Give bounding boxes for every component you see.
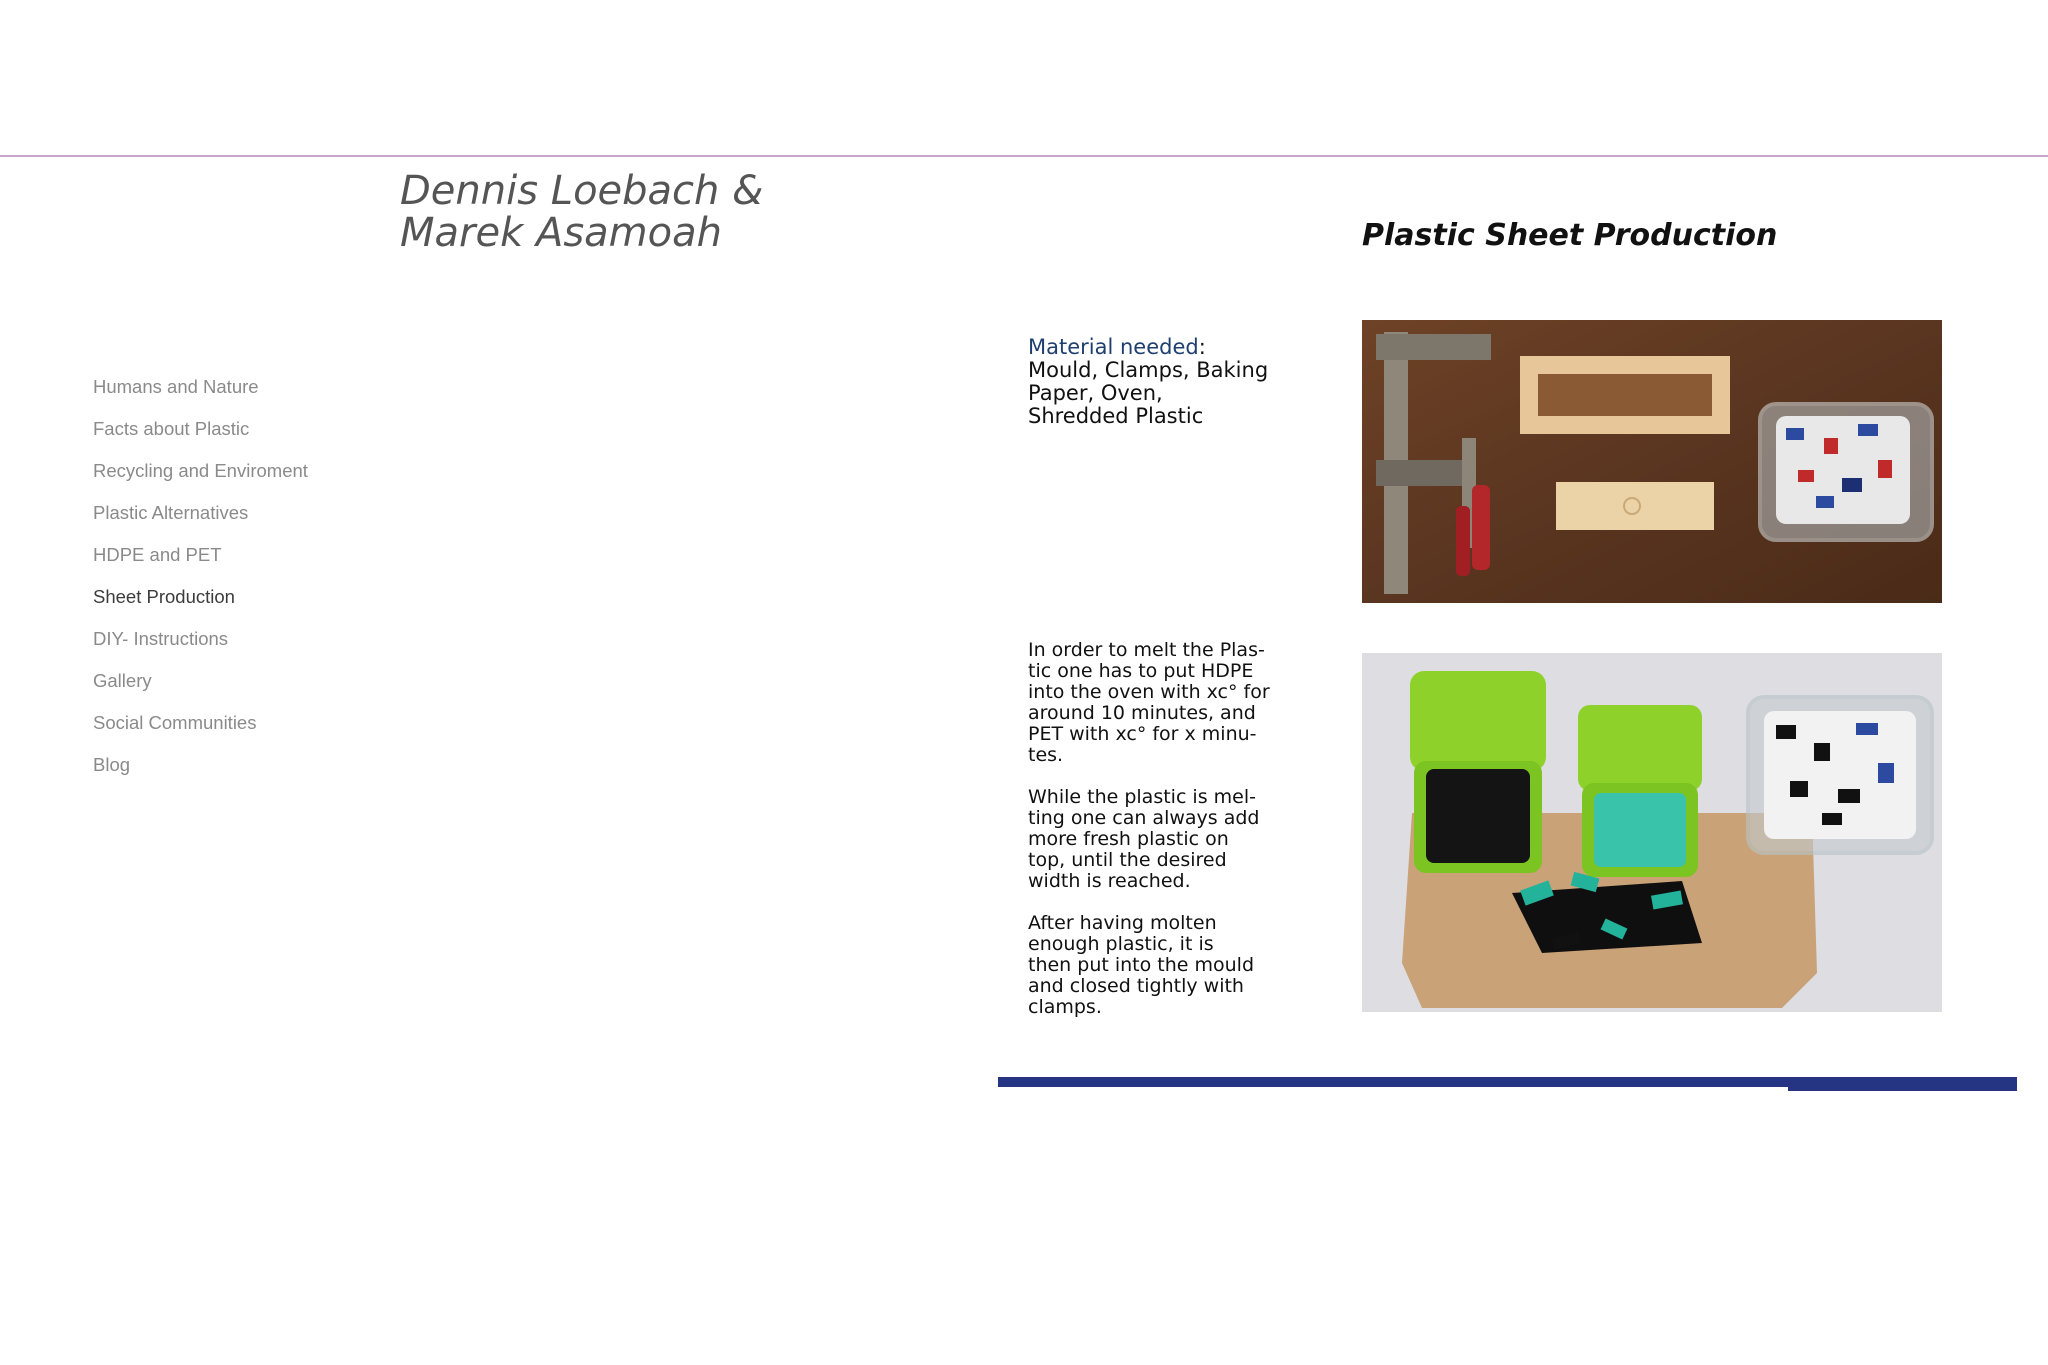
material-colon: : <box>1198 335 1206 359</box>
page-heading: Plastic Sheet Production <box>1362 218 1778 253</box>
site-title-line-1: Dennis Loebach & <box>400 168 764 214</box>
nav-item-social-communities[interactable]: Social Communities <box>93 712 257 733</box>
shredded-plastic-photo[interactable] <box>1362 653 1942 1012</box>
shredded-plastic-photo-image <box>1362 653 1942 1012</box>
text-line: tes. <box>1028 744 1064 766</box>
nav-item-facts-about-plastic[interactable]: Facts about Plastic <box>93 418 250 439</box>
instructions-paragraph-2 <box>1028 787 1318 892</box>
material-needed <box>1028 336 1318 428</box>
text-line: around 10 minutes, and <box>1028 702 1256 724</box>
text-line: width is reached. <box>1028 870 1191 892</box>
text-line: more fresh plastic on <box>1028 828 1229 850</box>
text-line: and closed tightly with <box>1028 975 1244 997</box>
text-line: After having molten <box>1028 912 1217 934</box>
text-line: While the plastic is mel- <box>1028 786 1256 808</box>
text-line: into the oven with xc° for <box>1028 681 1270 703</box>
nav-item-plastic-alternatives[interactable]: Plastic Alternatives <box>93 502 249 523</box>
side-navigation <box>93 376 308 796</box>
material-label-line <box>1028 336 1318 359</box>
instructions-paragraph-1 <box>1028 640 1318 766</box>
material-line-2: Paper, Oven, <box>1028 381 1163 405</box>
site-title-line-2: Marek Asamoah <box>400 210 722 256</box>
nav-item-recycling-and-enviroment[interactable]: Recycling and Enviroment <box>93 460 308 481</box>
nav-item-hdpe-and-pet[interactable]: HDPE and PET <box>93 544 222 565</box>
materials-photo[interactable] <box>1362 320 1942 603</box>
text-line: ting one can always add <box>1028 807 1260 829</box>
nav-item-sheet-production[interactable]: Sheet Production <box>93 586 235 607</box>
nav-item-diy-instructions[interactable]: DIY- Instructions <box>93 628 229 649</box>
footer-accent-tab <box>1788 1083 2017 1091</box>
header-divider <box>0 155 2048 157</box>
nav-item-blog[interactable]: Blog <box>93 754 131 775</box>
text-line: top, until the desired <box>1028 849 1227 871</box>
instructions-paragraph-3 <box>1028 913 1318 1018</box>
text-line: PET with xc° for x minu- <box>1028 723 1257 745</box>
material-line-3: Shredded Plastic <box>1028 404 1204 428</box>
text-line: enough plastic, it is <box>1028 933 1214 955</box>
material-label: Material needed <box>1028 335 1199 359</box>
nav-item-humans-and-nature[interactable]: Humans and Nature <box>93 376 259 397</box>
materials-photo-image <box>1362 320 1942 603</box>
text-line: In order to melt the Plas- <box>1028 639 1265 661</box>
nav-item-gallery[interactable]: Gallery <box>93 670 152 691</box>
text-line: then put into the mould <box>1028 954 1255 976</box>
instructions-text <box>1028 640 1318 1039</box>
site-title[interactable] <box>400 170 763 254</box>
text-line: tic one has to put HDPE <box>1028 660 1254 682</box>
text-line: clamps. <box>1028 996 1102 1018</box>
material-line-1: Mould, Clamps, Baking <box>1028 358 1269 382</box>
